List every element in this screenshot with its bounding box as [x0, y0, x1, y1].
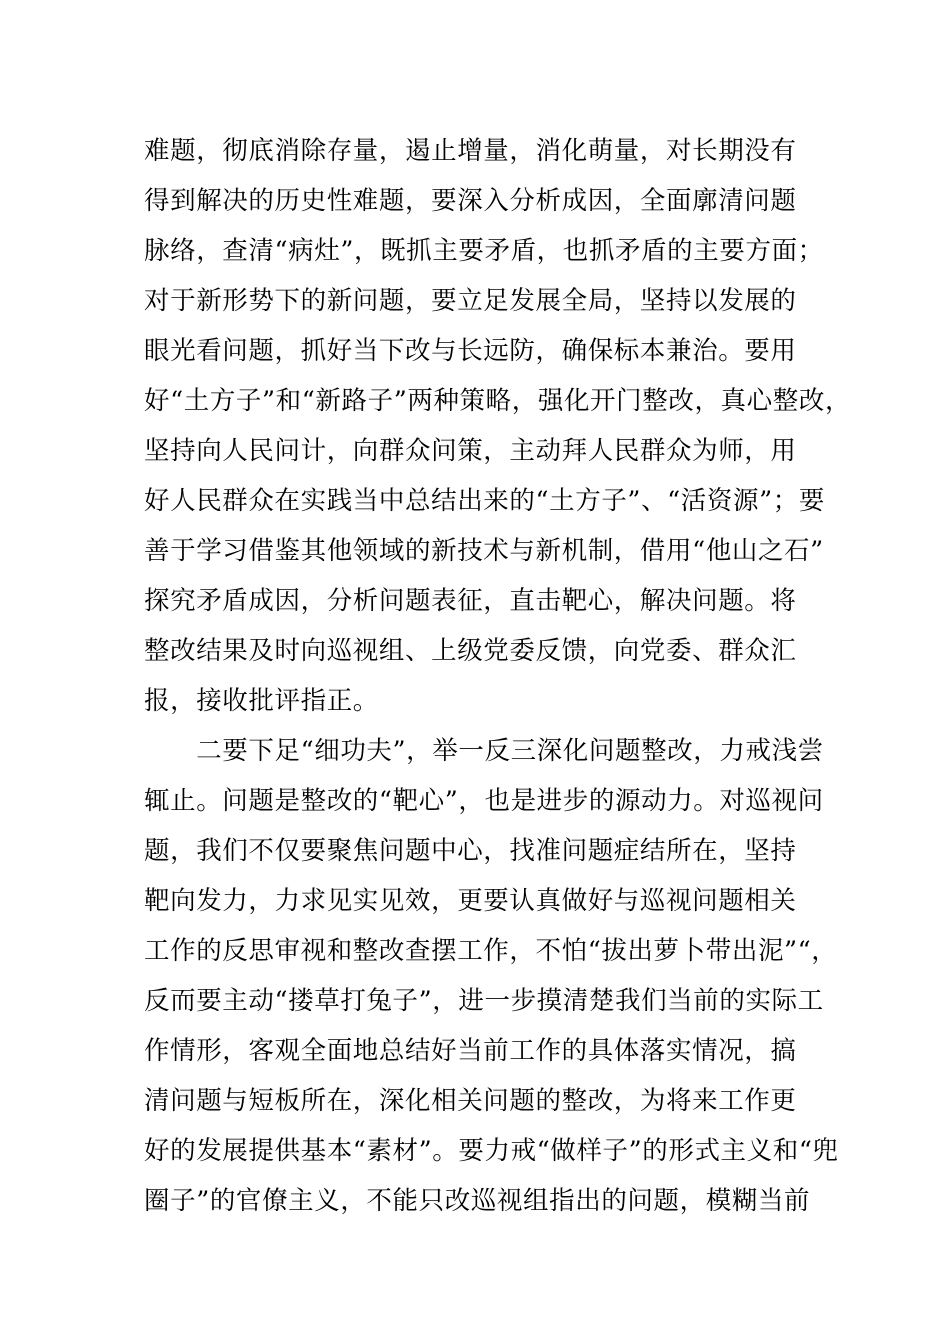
text-line: 靶向发力，力求见实见效，更要认真做好与巡视问题相关	[144, 886, 797, 916]
text-line: 清问题与短板所在，深化相关问题的整改，为将来工作更	[144, 1086, 797, 1116]
text-line: 难题，彻底消除存量，遏止增量，消化萌量，对长期没有	[144, 136, 797, 166]
text-line: 反而要主动“搂草打兔子”，进一步摸清楚我们当前的实际工	[144, 986, 824, 1016]
text-line: 整改结果及时向巡视组、上级党委反馈，向党委、群众汇	[144, 636, 797, 666]
text-line: 探究矛盾成因，分析问题表征，直击靶心，解决问题。将	[144, 586, 797, 616]
text-line: 圈子”的官僚主义，不能只改巡视组指出的问题，模糊当前	[144, 1186, 811, 1216]
document-body-text	[144, 126, 852, 1226]
text-line: 工作的反思审视和整改查摆工作，不怕“拔出萝卜带出泥”“，	[144, 936, 838, 966]
text-line: 脉络，查清“病灶”，既抓主要矛盾，也抓矛盾的主要方面；	[144, 236, 824, 266]
text-line: 善于学习借鉴其他领域的新技术与新机制，借用“他山之石”	[144, 536, 824, 566]
text-line: 得到解决的历史性难题，要深入分析成因，全面廓清问题	[144, 186, 797, 216]
text-line: 辄止。问题是整改的“靶心”，也是进步的源动力。对巡视问	[144, 786, 824, 816]
paragraph-start-line: 二要下足“细功夫”，举一反三深化问题整改，力戒浅尝	[144, 736, 824, 766]
text-line: 对于新形势下的新问题，要立足发展全局，坚持以发展的	[144, 286, 797, 316]
text-line: 好人民群众在实践当中总结出来的“土方子”、“活资源”；要	[144, 486, 825, 516]
text-line: 报，接收批评指正。	[144, 686, 379, 716]
text-line: 坚持向人民问计，向群众问策，主动拜人民群众为师，用	[144, 436, 797, 466]
text-line: 好的发展提供基本“素材”。要力戒“做样子”的形式主义和“兜	[144, 1136, 839, 1166]
text-line: 题，我们不仅要聚焦问题中心，找准问题症结所在，坚持	[144, 836, 797, 866]
text-line: 作情形，客观全面地总结好当前工作的具体落实情况，搞	[144, 1036, 797, 1066]
text-line: 好“土方子”和“新路子”两种策略，强化开门整改，真心整改，	[144, 386, 852, 416]
text-line: 眼光看问题，抓好当下改与长远防，确保标本兼治。要用	[144, 336, 797, 366]
